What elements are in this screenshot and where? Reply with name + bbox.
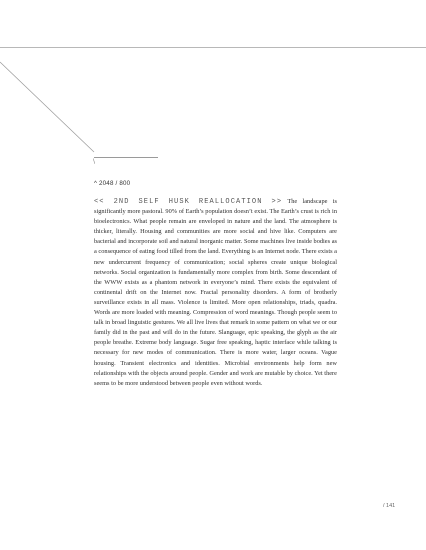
body-paragraph (94, 197, 337, 389)
divider-glyph: \ (93, 158, 96, 165)
diagonal-line (0, 62, 94, 152)
short-divider-rule (94, 157, 158, 158)
body-text: The landscape is significantly more pastoral. 90% of Earth’s population doesn’t exist. The Earth’s crust is rich in bioelectronics. What people remain are enveloped in nature and the land. The atmosphere is thicker, literally. Housing and communities are more social and hive like. Computers are bacterial and incorporate soil and natural inorganic matter. Some machines live inside bodies as a consequence of eating food tilled from the land. Everything is an Internet node. There exists a new undercurrent frequency of communication; social spheres create unique biological networks. Social organization is fundamentally more complex from birth. Some descendant of the WWW exists as a phantom network in everyone’s mind. There exists the equivalent of continental drift on the Internet now. Fractal personality disorders. A form of brotherly surveillance exists in all mass. Violence is limited. More open relationships, triads, quadra. Words are more loaded with meaning. Compression of word meanings. Though people seem to talk in broad linguistic gestures. We all live lives that remark in some pattern on what we or our family did in the past and will do in the future. Slanguage, epic speaking, the glyph as the air people breathe. Extreme body language. Sugar free speaking, haptic interface while talking is necessary for new modes of communication. There is more water, larger oceans. Vague housing. Transient electronics and identities. Microbial environments help form new relationships with the objects around people. Gender and work are mutable by choice. Yet there seems to be more understood between people even without words. (94, 198, 337, 387)
section-marker: ^ 2048 / 800 (94, 180, 131, 187)
page-number: / 141 (383, 503, 396, 509)
section-heading: << 2ND SELF HUSK REALLOCATION >> (94, 198, 283, 206)
